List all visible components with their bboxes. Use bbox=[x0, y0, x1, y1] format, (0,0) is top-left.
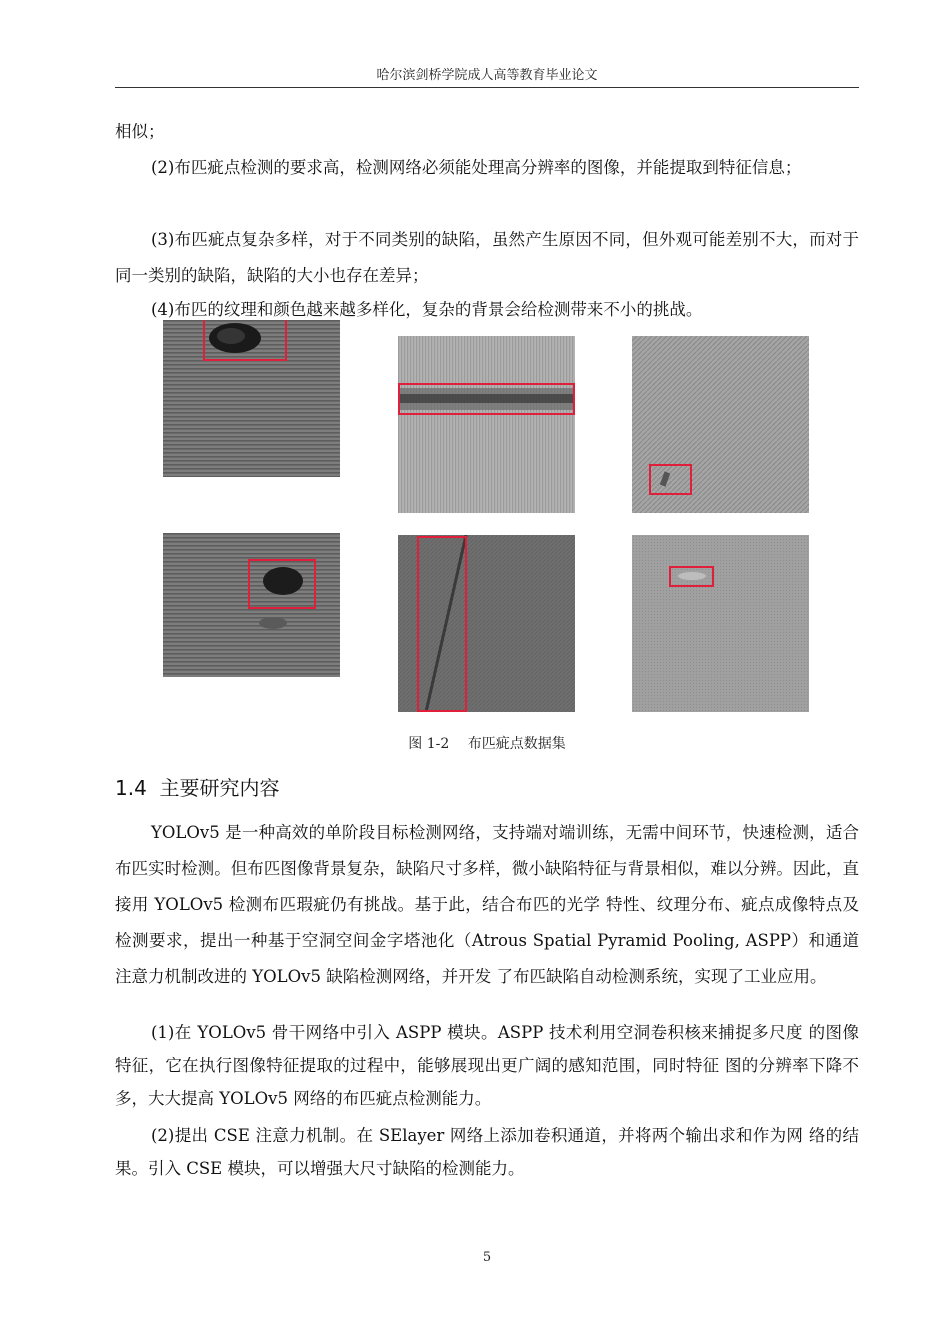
paragraph-cse: (2)提出 CSE 注意力机制。在 SElayer 网络上添加卷积通道，并将两个输出求和作为网 络的结果。引入 CSE 模块，可以增强大尺寸缺陷的检测能力。 bbox=[115, 1126, 859, 1178]
small-knot-defect-image bbox=[632, 336, 809, 513]
section-title: 主要研究内容 bbox=[159, 776, 280, 800]
paragraph-point-2: (2)布匹疵点检测的要求高，检测网络必须能处理高分辨率的图像，并能提取到特征信息； bbox=[151, 158, 802, 177]
horizontal-stripe-defect-image bbox=[398, 336, 575, 513]
hole-defect-image-2 bbox=[163, 533, 340, 677]
hole-defect-image-1 bbox=[163, 320, 340, 477]
paragraph-aspp: (1)在 YOLOv5 骨干网络中引入 ASPP 模块。ASPP 技术利用空洞卷积核来捕捉多尺度 的图像特征，它在执行图像特征提取的过程中，能够展现出更广阔的感知范围，同时特征 图的分辨率下降不多，大大提高 YOLOv5 网络的布匹疵点检测能力。 bbox=[115, 1023, 859, 1108]
section-number: 1.4 bbox=[115, 776, 147, 800]
header-rule bbox=[115, 87, 859, 88]
diagonal-line-defect-image bbox=[398, 535, 575, 712]
page-number: 5 bbox=[482, 1250, 492, 1265]
paragraph-point-4: (4)布匹的纹理和颜色越来越多样化，复杂的背景会给检测带来不小的挑战。 bbox=[151, 300, 703, 319]
paragraph-continuation: 相似； bbox=[115, 122, 165, 141]
section-heading bbox=[115, 772, 280, 801]
figure-caption: 图 1-2 布匹疵点数据集 bbox=[408, 736, 566, 752]
paragraph-intro: YOLOv5 是一种高效的单阶段目标检测网络，支持端对端训练，无需中间环节，快速检测，适合布匹实时检测。但布匹图像背景复杂，缺陷尺寸多样，微小缺陷特征与背景相似，难以分辨。因此，直接用 YOLOv5 检测布匹瑕疵仍有挑战。基于此，结合布匹的光学 特性、纹理分布、疵点成像特点及检测要求，提出一种基于空洞空间金字塔池化（Atrous Spatial Pyramid Pooling, ASPP）和通道注意力机制改进的 YOLOv5 缺陷检测网络，并开发 了布匹缺陷自动检测系统，实现了工业应用。 bbox=[115, 823, 859, 986]
running-header: 哈尔滨剑桥学院成人高等教育毕业论文 bbox=[376, 68, 598, 83]
paragraph-point-3: (3)布匹疵点复杂多样，对于不同类别的缺陷，虽然产生原因不同，但外观可能差别不大，而对于同一类别的缺陷，缺陷的大小也存在差异； bbox=[115, 230, 859, 285]
faint-spot-defect-image bbox=[632, 535, 809, 712]
